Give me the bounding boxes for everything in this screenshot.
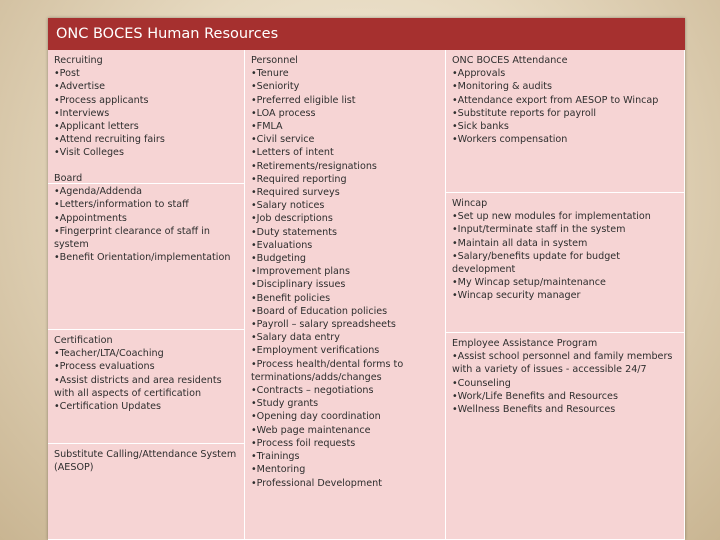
list-item: • Civil service — [251, 133, 441, 146]
section-heading: Board — [54, 173, 83, 184]
slide-title: ONC BOCES Human Resources — [48, 18, 685, 50]
list-item: • Input/terminate staff in the system — [452, 223, 680, 236]
wincap-list — [452, 210, 680, 302]
list-item: • Professional Development — [251, 477, 441, 490]
list-item: • Approvals — [452, 67, 680, 80]
list-item: • Visit Colleges — [54, 146, 240, 159]
list-item: • Fingerprint clearance of staff in system — [54, 225, 240, 251]
list-item: • Seniority — [251, 80, 441, 93]
list-item: • LOA process — [251, 107, 441, 120]
list-item: • Improvement plans — [251, 265, 441, 278]
list-item: • Process health/dental forms to terminations/adds/changes — [251, 358, 441, 384]
list-item: • Disciplinary issues — [251, 278, 441, 291]
list-item: • Interviews — [54, 107, 240, 120]
section-heading: Employee Assistance Program — [452, 338, 598, 349]
list-item: • Board of Education policies — [251, 305, 441, 318]
section-attendance — [446, 50, 685, 193]
list-item: • Study grants — [251, 397, 441, 410]
section-heading: Recruiting — [54, 55, 103, 66]
section-recruiting — [48, 50, 245, 184]
list-item: • Duty statements — [251, 226, 441, 239]
recruiting-list — [54, 67, 240, 159]
section-personnel — [245, 50, 446, 540]
list-item: • Required surveys — [251, 186, 441, 199]
list-item: • Tenure — [251, 67, 441, 80]
attendance-list — [452, 67, 680, 146]
list-item: • Benefit policies — [251, 292, 441, 305]
list-item: • Wellness Benefits and Resources — [452, 403, 680, 416]
list-item: • Evaluations — [251, 239, 441, 252]
list-item: • Advertise — [54, 80, 240, 93]
section-wincap — [446, 193, 685, 333]
list-item: • Substitute reports for payroll — [452, 107, 680, 120]
list-item: • Process evaluations — [54, 360, 240, 373]
list-item: • Required reporting — [251, 173, 441, 186]
section-board — [48, 168, 245, 330]
list-item: • Process applicants — [54, 94, 240, 107]
list-item: • Job descriptions — [251, 212, 441, 225]
list-item: • Attend recruiting fairs — [54, 133, 240, 146]
list-item: • Maintain all data in system — [452, 237, 680, 250]
list-item: • Work/Life Benefits and Resources — [452, 390, 680, 403]
list-item: • My Wincap setup/maintenance — [452, 276, 680, 289]
list-item: • Post — [54, 67, 240, 80]
list-item: • Wincap security manager — [452, 289, 680, 302]
list-item: • Process foil requests — [251, 437, 441, 450]
list-item: • Teacher/LTA/Coaching — [54, 347, 240, 360]
section-eap — [446, 333, 685, 540]
list-item: • Assist districts and area residents with all aspects of certification — [54, 374, 240, 400]
section-certification — [48, 330, 245, 444]
list-item: • Letters of intent — [251, 146, 441, 159]
list-item: • Employment verifications — [251, 344, 441, 357]
eap-list — [452, 350, 680, 416]
list-item: • Certification Updates — [54, 400, 240, 413]
slide — [48, 18, 685, 540]
list-item: • Appointments — [54, 212, 240, 225]
list-item: • Sick banks — [452, 120, 680, 133]
list-item: • Salary/benefits update for budget development — [452, 250, 680, 276]
section-substitute — [48, 444, 245, 540]
list-item: • Salary notices — [251, 199, 441, 212]
list-item: • Opening day coordination — [251, 410, 441, 423]
list-item: • Set up new modules for implementation — [452, 210, 680, 223]
section-heading: ONC BOCES Attendance — [452, 55, 568, 66]
list-item: • Mentoring — [251, 463, 441, 476]
list-item: • Applicant letters — [54, 120, 240, 133]
list-item: • Benefit Orientation/implementation — [54, 251, 240, 264]
list-item: • Budgeting — [251, 252, 441, 265]
list-item: • Trainings — [251, 450, 441, 463]
list-item: • Agenda/Addenda — [54, 185, 240, 198]
list-item: • Preferred eligible list — [251, 94, 441, 107]
list-item: • Monitoring & audits — [452, 80, 680, 93]
list-item: • Payroll – salary spreadsheets — [251, 318, 441, 331]
certification-list — [54, 347, 240, 413]
section-heading: Personnel — [251, 55, 298, 66]
board-list — [54, 185, 240, 264]
list-item: • Salary data entry — [251, 331, 441, 344]
section-heading: Substitute Calling/Attendance System (AESOP) — [54, 449, 237, 474]
list-item: • Retirements/resignations — [251, 160, 441, 173]
personnel-list — [251, 67, 441, 490]
list-item: • Counseling — [452, 377, 680, 390]
list-item: • Assist school personnel and family members with a variety of issues - accessible 24/7 — [452, 350, 680, 376]
list-item: • Workers compensation — [452, 133, 680, 146]
section-heading: Wincap — [452, 198, 488, 209]
list-item: • Letters/information to staff — [54, 198, 240, 211]
list-item: • Contracts – negotiations — [251, 384, 441, 397]
list-item: • Attendance export from AESOP to Wincap — [452, 94, 680, 107]
list-item: • FMLA — [251, 120, 441, 133]
list-item: • Web page maintenance — [251, 424, 441, 437]
section-heading: Certification — [54, 335, 113, 346]
